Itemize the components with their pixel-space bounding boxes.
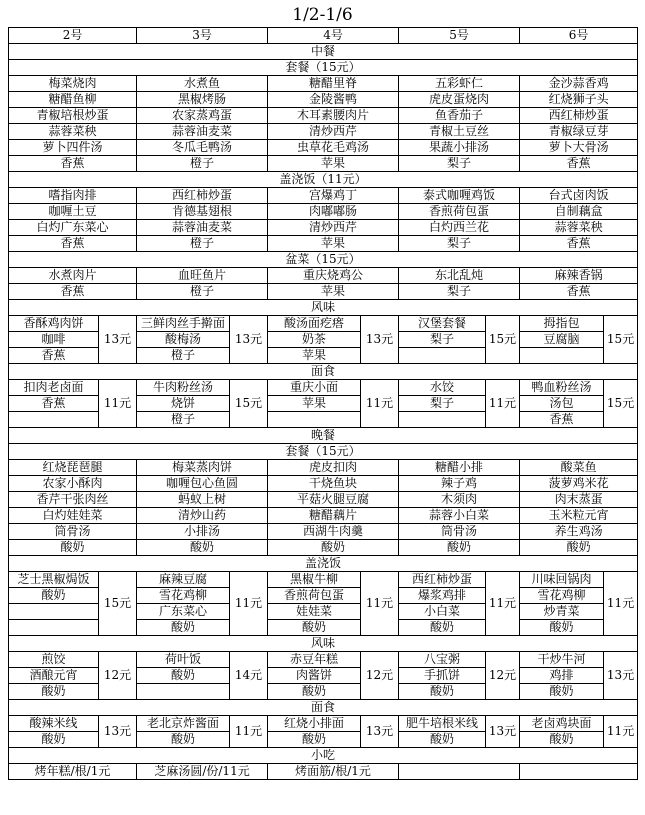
menu-item: 梨子 xyxy=(399,284,520,300)
price-label: 11元 xyxy=(230,716,268,748)
menu-item: 橙子 xyxy=(137,284,268,300)
menu-item xyxy=(9,412,99,428)
menu-row xyxy=(9,716,638,732)
menu-item: 苹果 xyxy=(268,396,361,412)
menu-item: 肯德基翅根 xyxy=(137,204,268,220)
menu-item: 麻辣香锅 xyxy=(520,268,638,284)
menu-item: 雪花鸡柳 xyxy=(137,588,230,604)
menu-item: 宫爆鸡丁 xyxy=(268,188,399,204)
menu-item: 梅菜蒸肉饼 xyxy=(137,460,268,476)
menu-row xyxy=(9,492,638,508)
menu-item: 青椒培根炒蛋 xyxy=(9,108,137,124)
section-row xyxy=(9,748,638,764)
day-header: 3号 xyxy=(137,28,268,44)
menu-item: 青椒土豆丝 xyxy=(399,124,520,140)
page-title: 1/2-1/6 xyxy=(292,5,353,25)
menu-item: 香蕉 xyxy=(9,156,137,172)
price-label: 15元 xyxy=(604,380,638,428)
menu-item: 橙子 xyxy=(137,236,268,252)
menu-item: 虎皮蛋烧肉 xyxy=(399,92,520,108)
menu-item: 平菇火腿豆腐 xyxy=(268,492,399,508)
menu-item: 酸奶 xyxy=(520,732,604,748)
price-label: 15元 xyxy=(230,380,268,428)
day-header: 5号 xyxy=(399,28,520,44)
section-row xyxy=(9,556,638,572)
menu-item: 蒜蓉小白菜 xyxy=(399,508,520,524)
price-label: 11元 xyxy=(99,380,137,428)
menu-item: 西红柿炒蛋 xyxy=(137,188,268,204)
menu-item: 肉嘟嘟肠 xyxy=(268,204,399,220)
day-header: 2号 xyxy=(9,28,137,44)
menu-row xyxy=(9,124,638,140)
menu-item: 老卤鸡块面 xyxy=(520,716,604,732)
menu-item: 苹果 xyxy=(268,348,361,364)
menu-item: 酸奶 xyxy=(137,668,230,684)
menu-row xyxy=(9,572,638,588)
menu-row xyxy=(9,652,638,668)
menu-item: 糖醋里脊 xyxy=(268,76,399,92)
menu-item: 香蕉 xyxy=(520,236,638,252)
menu-item: 东北乱炖 xyxy=(399,268,520,284)
price-label: 15元 xyxy=(604,316,638,364)
price-label: 13元 xyxy=(99,316,137,364)
menu-item: 金沙蒜香鸡 xyxy=(520,76,638,92)
section-row xyxy=(9,364,638,380)
menu-item xyxy=(9,620,99,636)
menu-item: 清炒西芹 xyxy=(268,124,399,140)
category-label: 风味 xyxy=(9,300,638,316)
menu-item: 金陵酱鸭 xyxy=(268,92,399,108)
menu-item: 五彩虾仁 xyxy=(399,76,520,92)
menu-item: 清炒西芹 xyxy=(268,220,399,236)
category-label: 套餐（15元） xyxy=(9,444,638,460)
menu-item xyxy=(9,604,99,620)
menu-item: 蒜蓉菜秧 xyxy=(9,124,137,140)
menu-item: 荷叶饭 xyxy=(137,652,230,668)
menu-item: 自制藕盒 xyxy=(520,204,638,220)
menu-item: 汤包 xyxy=(520,396,604,412)
menu-item: 牛肉粉丝汤 xyxy=(137,380,230,396)
menu-item: 重庆小面 xyxy=(268,380,361,396)
menu-item: 虎皮扣肉 xyxy=(268,460,399,476)
price-label: 15元 xyxy=(99,572,137,636)
price-label: 11元 xyxy=(361,572,399,636)
day-header: 6号 xyxy=(520,28,638,44)
menu-item: 嗜指肉排 xyxy=(9,188,137,204)
menu-item: 虫草花毛鸡汤 xyxy=(268,140,399,156)
menu-item: 泰式咖喱鸡饭 xyxy=(399,188,520,204)
menu-item: 梨子 xyxy=(399,396,486,412)
section-row xyxy=(9,636,638,652)
price-label: 11元 xyxy=(604,716,638,748)
menu-item: 肥牛培根米线 xyxy=(399,716,486,732)
category-label: 小吃 xyxy=(9,748,638,764)
menu-row xyxy=(9,380,638,396)
menu-item: 辣子鸡 xyxy=(399,476,520,492)
menu-item: 黑椒烤肠 xyxy=(137,92,268,108)
price-label: 13元 xyxy=(230,316,268,364)
menu-item: 香蕉 xyxy=(9,396,99,412)
menu-item: 川味回锅肉 xyxy=(520,572,604,588)
menu-item: 肉末蒸蛋 xyxy=(520,492,638,508)
menu-item: 红烧小排面 xyxy=(268,716,361,732)
category-label: 面食 xyxy=(9,364,638,380)
menu-item: 干炒牛河 xyxy=(520,652,604,668)
menu-item: 蒜蓉油麦菜 xyxy=(137,220,268,236)
section-row xyxy=(9,428,638,444)
menu-item: 酒酿元宵 xyxy=(9,668,99,684)
price-label: 13元 xyxy=(99,716,137,748)
menu-item: 橙子 xyxy=(137,156,268,172)
menu-item: 蚂蚁上树 xyxy=(137,492,268,508)
menu-row xyxy=(9,236,638,252)
section-row xyxy=(9,60,638,76)
menu-row xyxy=(9,460,638,476)
menu-item: 红烧琵琶腿 xyxy=(9,460,137,476)
price-label: 12元 xyxy=(99,652,137,700)
menu-item: 西湖牛肉羹 xyxy=(268,524,399,540)
menu-item: 梨子 xyxy=(399,156,520,172)
snack-item xyxy=(520,764,638,780)
category-label: 盖浇饭（11元） xyxy=(9,172,638,188)
section-row xyxy=(9,44,638,60)
menu-item: 青椒绿豆芽 xyxy=(520,124,638,140)
menu-item: 赤豆年糕 xyxy=(268,652,361,668)
menu-item: 白灼西兰花 xyxy=(399,220,520,236)
menu-item: 香蕉 xyxy=(9,236,137,252)
menu-item: 水煮肉片 xyxy=(9,268,137,284)
menu-row xyxy=(9,284,638,300)
menu-item: 酸奶 xyxy=(520,684,604,700)
menu-item: 台式卤肉饭 xyxy=(520,188,638,204)
menu-item: 重庆烧鸡公 xyxy=(268,268,399,284)
price-label: 13元 xyxy=(361,316,399,364)
meal-label: 晚餐 xyxy=(9,428,638,444)
menu-item: 糖醋鱼柳 xyxy=(9,92,137,108)
menu-item: 酸汤面疙瘩 xyxy=(268,316,361,332)
menu-item: 奶茶 xyxy=(268,332,361,348)
snack-item: 芝麻汤圆/份/11元 xyxy=(137,764,268,780)
menu-item: 木须肉 xyxy=(399,492,520,508)
menu-item: 冬瓜毛鸭汤 xyxy=(137,140,268,156)
menu-item: 苹果 xyxy=(268,284,399,300)
menu-item: 豆腐脑 xyxy=(520,332,604,348)
menu-item: 香蕉 xyxy=(520,156,638,172)
menu-item: 农家蒸鸡蛋 xyxy=(137,108,268,124)
menu-item: 糖醋藕片 xyxy=(268,508,399,524)
menu-item: 酸奶 xyxy=(9,588,99,604)
price-label: 14元 xyxy=(230,652,268,700)
section-row xyxy=(9,252,638,268)
menu-item: 广东菜心 xyxy=(137,604,230,620)
menu-item: 咖喱包心鱼圆 xyxy=(137,476,268,492)
menu-row xyxy=(9,524,638,540)
menu-item: 苹果 xyxy=(268,236,399,252)
menu-item: 西红柿炒蛋 xyxy=(520,108,638,124)
price-label: 12元 xyxy=(361,652,399,700)
price-label: 11元 xyxy=(604,572,638,636)
category-label: 面食 xyxy=(9,700,638,716)
menu-row xyxy=(9,508,638,524)
menu-item: 菠萝鸡米花 xyxy=(520,476,638,492)
price-label: 11元 xyxy=(486,380,520,428)
snack-row xyxy=(9,764,638,780)
menu-item: 香蕉 xyxy=(9,348,99,364)
menu-item: 苹果 xyxy=(268,156,399,172)
category-label: 盖浇饭 xyxy=(9,556,638,572)
menu-row xyxy=(9,540,638,556)
menu-item: 汉堡套餐 xyxy=(399,316,486,332)
menu-item: 煎饺 xyxy=(9,652,99,668)
menu-item: 酸奶 xyxy=(520,540,638,556)
menu-item: 香芹干张肉丝 xyxy=(9,492,137,508)
menu-item: 酸奶 xyxy=(268,620,361,636)
snack-item: 烤面筋/根/1元 xyxy=(268,764,399,780)
menu-item: 肉酱饼 xyxy=(268,668,361,684)
menu-item: 酸奶 xyxy=(520,620,604,636)
menu-item: 酸奶 xyxy=(399,732,486,748)
menu-item: 鸭血粉丝汤 xyxy=(520,380,604,396)
snack-item: 烤年糕/根/1元 xyxy=(9,764,137,780)
menu-item: 黑椒牛柳 xyxy=(268,572,361,588)
menu-item: 鸡排 xyxy=(520,668,604,684)
menu-item: 梨子 xyxy=(399,332,486,348)
menu-item: 咖喱土豆 xyxy=(9,204,137,220)
price-label: 15元 xyxy=(486,316,520,364)
menu-item xyxy=(137,684,230,700)
price-label: 11元 xyxy=(486,572,520,636)
weekly-menu-table xyxy=(8,27,638,780)
section-row xyxy=(9,700,638,716)
price-label: 13元 xyxy=(361,716,399,748)
section-row xyxy=(9,444,638,460)
menu-item: 酸奶 xyxy=(9,732,99,748)
menu-item: 酸奶 xyxy=(399,684,486,700)
meal-label: 中餐 xyxy=(9,44,638,60)
category-label: 风味 xyxy=(9,636,638,652)
menu-item: 水饺 xyxy=(399,380,486,396)
menu-row xyxy=(9,268,638,284)
menu-item: 酸辣米线 xyxy=(9,716,99,732)
menu-item: 红烧狮子头 xyxy=(520,92,638,108)
menu-item: 干烧鱼块 xyxy=(268,476,399,492)
menu-item: 筒骨汤 xyxy=(399,524,520,540)
menu-item: 酸奶 xyxy=(268,684,361,700)
menu-item xyxy=(268,412,361,428)
menu-item: 香煎荷包蛋 xyxy=(399,204,520,220)
menu-item: 梨子 xyxy=(399,236,520,252)
menu-item: 酸奶 xyxy=(9,540,137,556)
menu-item: 拇指包 xyxy=(520,316,604,332)
menu-row xyxy=(9,76,638,92)
menu-item: 老北京炸酱面 xyxy=(137,716,230,732)
menu-item: 炒青菜 xyxy=(520,604,604,620)
menu-row xyxy=(9,220,638,236)
menu-item: 筒骨汤 xyxy=(9,524,137,540)
menu-row xyxy=(9,92,638,108)
menu-item: 果蔬小排汤 xyxy=(399,140,520,156)
menu-item: 西红柿炒蛋 xyxy=(399,572,486,588)
menu-item: 香蕉 xyxy=(9,284,137,300)
menu-item: 芝士黑椒焗饭 xyxy=(9,572,99,588)
menu-item: 麻辣豆腐 xyxy=(137,572,230,588)
category-label: 套餐（15元） xyxy=(9,60,638,76)
menu-item: 酸奶 xyxy=(399,540,520,556)
menu-row xyxy=(9,204,638,220)
category-label: 盆菜（15元） xyxy=(9,252,638,268)
menu-item: 香煎荷包蛋 xyxy=(268,588,361,604)
menu-item: 小排汤 xyxy=(137,524,268,540)
menu-item: 爆浆鸡排 xyxy=(399,588,486,604)
menu-item: 烧饼 xyxy=(137,396,230,412)
menu-item: 香蕉 xyxy=(520,284,638,300)
menu-item xyxy=(399,348,486,364)
section-row xyxy=(9,300,638,316)
menu-row xyxy=(9,188,638,204)
menu-item: 橙子 xyxy=(137,412,230,428)
menu-item: 木耳素腰肉片 xyxy=(268,108,399,124)
menu-item xyxy=(520,348,604,364)
menu-item: 小白菜 xyxy=(399,604,486,620)
menu-item: 香蕉 xyxy=(520,412,604,428)
menu-item: 香酥鸡肉饼 xyxy=(9,316,99,332)
snack-item xyxy=(399,764,520,780)
menu-item: 八宝粥 xyxy=(399,652,486,668)
menu-item: 娃娃菜 xyxy=(268,604,361,620)
price-label: 11元 xyxy=(230,572,268,636)
menu-item: 酸奶 xyxy=(137,732,230,748)
menu-item: 水煮鱼 xyxy=(137,76,268,92)
menu-item: 鱼香茄子 xyxy=(399,108,520,124)
menu-item: 酸奶 xyxy=(137,540,268,556)
day-header: 4号 xyxy=(268,28,399,44)
menu-row xyxy=(9,140,638,156)
menu-item: 清炒山药 xyxy=(137,508,268,524)
menu-item: 咖啡 xyxy=(9,332,99,348)
menu-item: 酸奶 xyxy=(137,620,230,636)
menu-item: 玉米粒元宵 xyxy=(520,508,638,524)
menu-item: 橙子 xyxy=(137,348,230,364)
section-row xyxy=(9,172,638,188)
menu-item: 血旺鱼片 xyxy=(137,268,268,284)
menu-row xyxy=(9,316,638,332)
menu-item: 梅菜烧肉 xyxy=(9,76,137,92)
menu-item: 糖醋小排 xyxy=(399,460,520,476)
menu-row xyxy=(9,108,638,124)
menu-item xyxy=(399,412,486,428)
menu-item: 酸奶 xyxy=(268,540,399,556)
menu-item: 酸奶 xyxy=(399,620,486,636)
menu-item: 白灼娃娃菜 xyxy=(9,508,137,524)
menu-item: 蒜蓉菜秧 xyxy=(520,220,638,236)
menu-item: 酸奶 xyxy=(9,684,99,700)
price-label: 13元 xyxy=(486,716,520,748)
menu-row xyxy=(9,156,638,172)
menu-item: 雪花鸡柳 xyxy=(520,588,604,604)
price-label: 11元 xyxy=(361,380,399,428)
menu-item: 酸梅汤 xyxy=(137,332,230,348)
menu-row xyxy=(9,476,638,492)
menu-item: 蒜蓉油麦菜 xyxy=(137,124,268,140)
menu-item: 农家小酥肉 xyxy=(9,476,137,492)
menu-item: 养生鸡汤 xyxy=(520,524,638,540)
menu-item: 萝卜大骨汤 xyxy=(520,140,638,156)
menu-item: 三鲜肉丝手擀面 xyxy=(137,316,230,332)
menu-item: 白灼广东菜心 xyxy=(9,220,137,236)
menu-item: 萝卜四件汤 xyxy=(9,140,137,156)
menu-item: 手抓饼 xyxy=(399,668,486,684)
price-label: 13元 xyxy=(604,652,638,700)
menu-item: 酸菜鱼 xyxy=(520,460,638,476)
day-header-row xyxy=(9,28,638,44)
price-label: 12元 xyxy=(486,652,520,700)
menu-item: 酸奶 xyxy=(268,732,361,748)
menu-item: 扣肉老卤面 xyxy=(9,380,99,396)
